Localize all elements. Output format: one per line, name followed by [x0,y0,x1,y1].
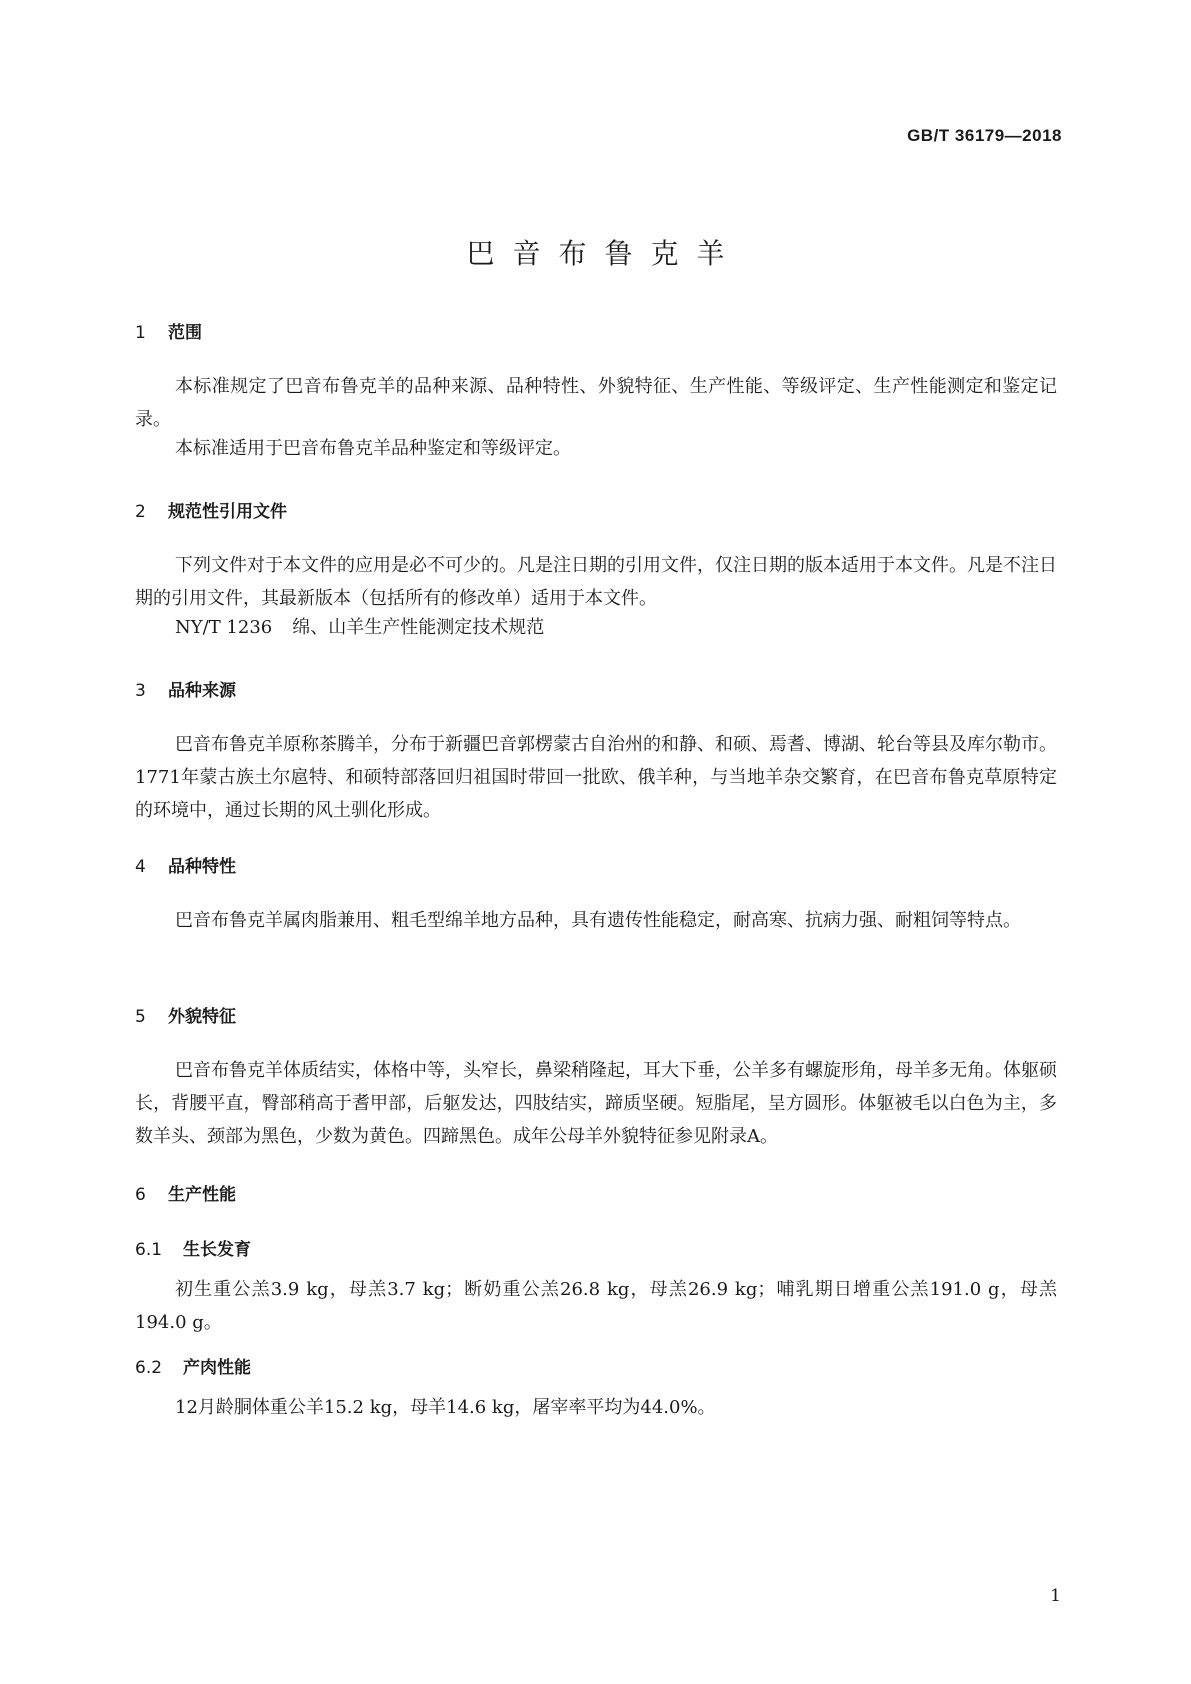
standard-code: GB/T 36179—2018 [907,126,1062,145]
section-title: 产肉性能 [183,1358,251,1378]
section-number: 2 [135,502,146,522]
section-title: 规范性引用文件 [168,502,287,522]
section-heading-4 [135,852,236,877]
section-title: 外貌特征 [168,1007,236,1027]
paragraph: 本标准适用于巴音布鲁克羊品种鉴定和等级评定。 [175,438,571,459]
paragraph: 12月龄胴体重公羊15.2 kg，母羊14.6 kg，屠宰率平均为44.0%。 [175,1397,716,1418]
page-number: 1 [1050,1586,1061,1606]
paragraph: 巴音布鲁克羊属肉脂兼用、粗毛型绵羊地方品种，具有遗传性能稳定，耐高寒、抗病力强、耐粗饲等特点。 [175,910,1021,931]
document-title: 巴音布鲁克羊 [466,237,743,270]
section-title: 生长发育 [183,1240,251,1260]
section-title: 品种特性 [168,857,236,877]
section-title: 品种来源 [168,681,236,701]
section-number: 6 [135,1185,146,1205]
subsection-heading-6-1 [135,1235,251,1260]
paragraph: 本标准规定了巴音布鲁克羊的品种来源、品种特性、外貌特征、生产性能、等级评定、生产性能测定和鉴定记录。 [135,376,1057,430]
subsection-heading-6-2 [135,1353,251,1378]
paragraph: 巴音布鲁克羊原称茶腾羊，分布于新疆巴音郭楞蒙古自治州的和静、和硕、焉耆、博湖、轮台等县及库尔勒市。1771年蒙古族土尔扈特、和硕特部落回归祖国时带回一批欧、俄羊种，与当地羊杂交繁育，在巴音布鲁克草原特定的环境中，通过长期的风土驯化形成。 [135,734,1057,821]
section-title: 生产性能 [168,1185,236,1205]
section-heading-3 [135,676,236,701]
section-heading-6 [135,1180,236,1205]
paragraph: 初生重公羔3.9 kg，母羔3.7 kg；断奶重公羔26.8 kg，母羔26.9 kg；哺乳期日增重公羔191.0 g，母羔194.0 g。 [135,1279,1057,1333]
section-number: 3 [135,681,146,701]
paragraph: 巴音布鲁克羊体质结实，体格中等，头窄长，鼻梁稍隆起，耳大下垂，公羊多有螺旋形角，母羊多无角。体躯硕长，背腰平直，臀部稍高于耆甲部，后躯发达，四肢结实，蹄质坚硬。短脂尾，呈方圆形。体躯被毛以白色为主，多数羊头、颈部为黑色，少数为黄色。四蹄黑色。成年公母羊外貌特征参见附录A。 [135,1060,1057,1147]
section-number: 5 [135,1007,146,1027]
section-heading-1 [135,318,202,343]
section-heading-5 [135,1002,236,1027]
section-heading-2 [135,497,287,522]
section-title: 范围 [168,323,202,343]
paragraph: 下列文件对于本文件的应用是必不可少的。凡是注日期的引用文件，仅注日期的版本适用于本文件。凡是不注日期的引用文件，其最新版本（包括所有的修改单）适用于本文件。 [135,555,1057,609]
normative-reference [135,611,1057,644]
section-number: 6.2 [135,1358,163,1378]
reference-title: 绵、山羊生产性能测定技术规范 [292,617,545,638]
section-number: 6.1 [135,1240,163,1260]
reference-code: NY/T 1236 [175,617,273,638]
section-number: 4 [135,857,146,877]
section-number: 1 [135,323,146,343]
